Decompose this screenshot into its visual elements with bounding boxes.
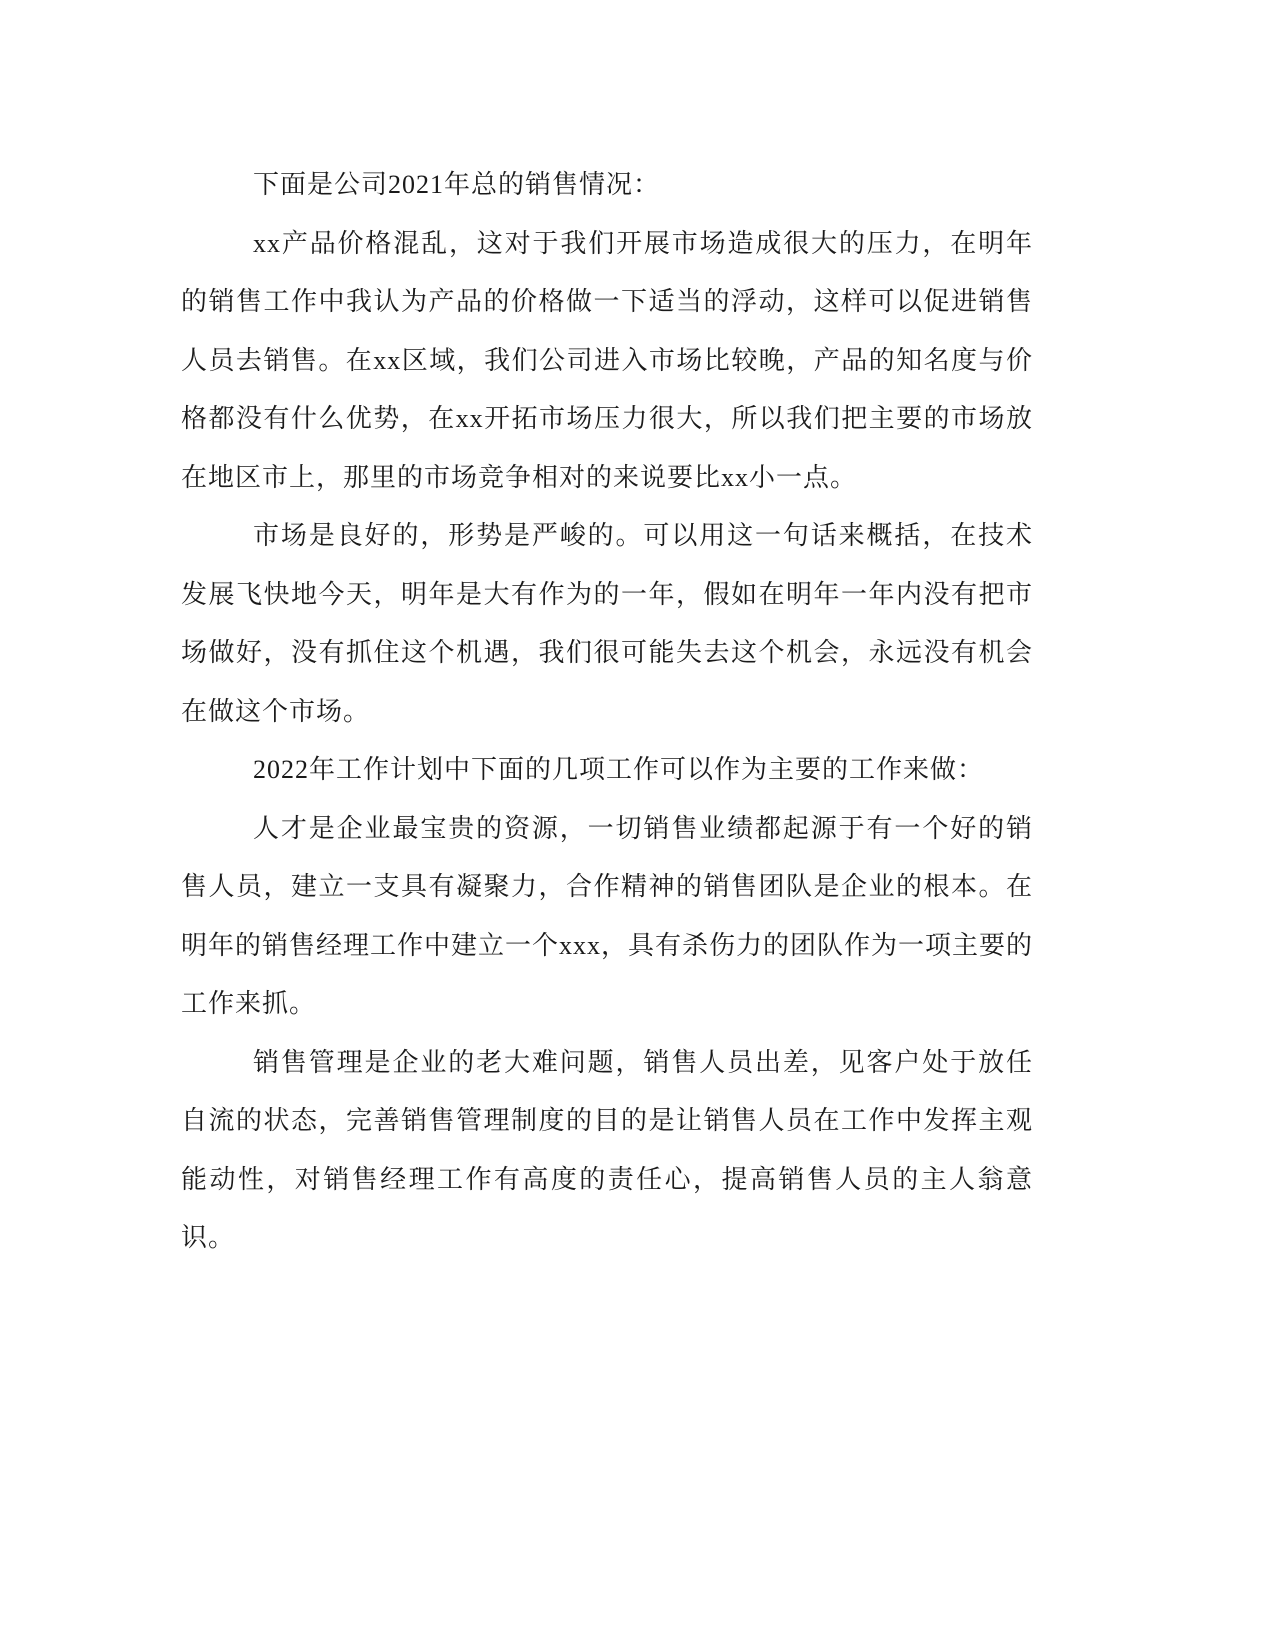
paragraph-sales-management: 销售管理是企业的老大难问题，销售人员出差，见客户处于放任自流的状态，完善销售管理制度的目的是让销售人员在工作中发挥主观能动性，对销售经理工作有高度的责任心，提高销售人员的主人翁意识。 bbox=[181, 1047, 1033, 1252]
paragraph-sales-intro: 下面是公司2021年总的销售情况： bbox=[253, 170, 661, 199]
paragraph-pricing-market: xx产品价格混乱，这对于我们开展市场造成很大的压力，在明年的销售工作中我认为产品的价格做一下适当的浮动，这样可以促进销售人员去销售。在xx区域，我们公司进入市场比较晚，产品的知名度与价格都没有什么优势，在xx开拓市场压力很大，所以我们把主要的市场放在地区市上，那里的市场竞争相对的来说要比xx小一点。 bbox=[181, 228, 1033, 492]
paragraph-plan-intro: 2022年工作计划中下面的几项工作可以作为主要的工作来做： bbox=[253, 755, 985, 784]
paragraph-market-outlook: 市场是良好的，形势是严峻的。可以用这一句话来概括，在技术发展飞快地今天，明年是大有作为的一年，假如在明年一年内没有把市场做好，没有抓住这个机遇，我们很可能失去这个机会，永远没有机会在做这个市场。 bbox=[181, 521, 1033, 726]
document-body bbox=[181, 156, 1033, 1268]
paragraph-talent-team: 人才是企业最宝贵的资源，一切销售业绩都起源于有一个好的销售人员，建立一支具有凝聚力，合作精神的销售团队是企业的根本。在明年的销售经理工作中建立一个xxx，具有杀伤力的团队作为一项主要的工作来抓。 bbox=[181, 813, 1034, 1018]
